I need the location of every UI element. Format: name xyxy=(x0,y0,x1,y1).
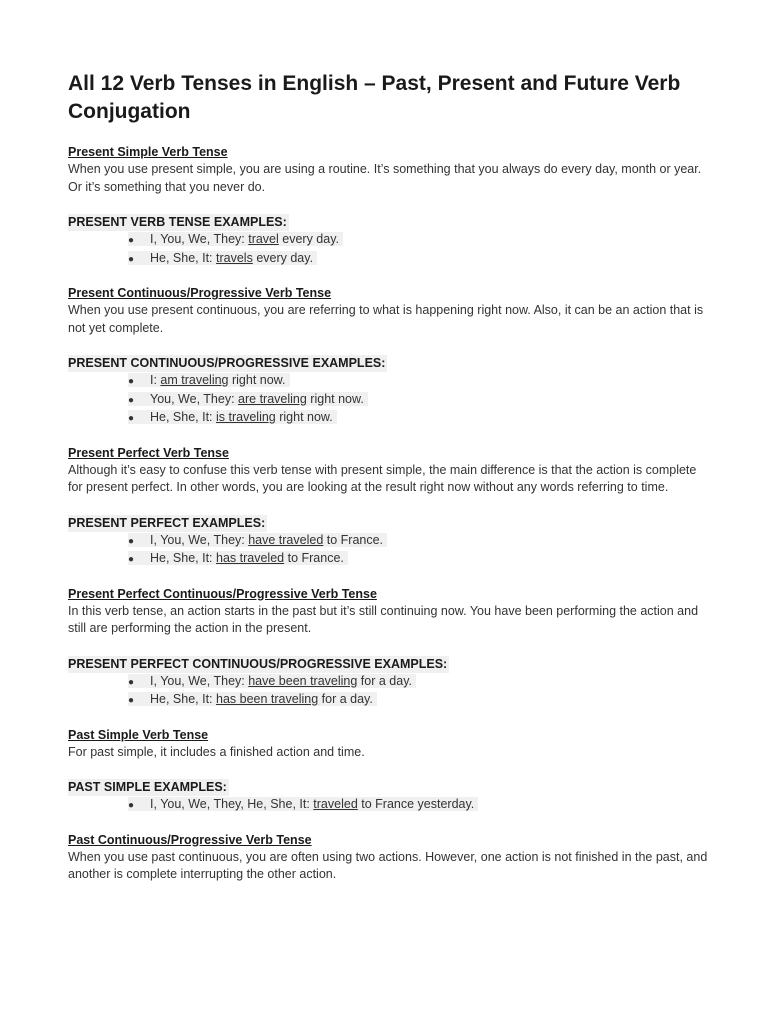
section-heading: Present Perfect Continuous/Progressive Verb Tense xyxy=(68,586,377,601)
page-title: All 12 Verb Tenses in English – Past, Present and Future Verb Conjugation xyxy=(68,72,681,123)
example-rest: for a day. xyxy=(357,673,412,688)
bullet-icon: ● xyxy=(128,695,135,706)
bullet-icon: ● xyxy=(128,253,135,265)
bullet-icon: ● xyxy=(128,394,135,406)
section-past-continuous xyxy=(68,832,708,884)
example-rest: to France. xyxy=(284,551,344,565)
bullet-icon: ● xyxy=(128,535,135,547)
examples-label: PRESENT CONTINUOUS/PROGRESSIVE EXAMPLES: xyxy=(68,356,386,370)
section-heading: Past Continuous/Progressive Verb Tense xyxy=(68,832,312,847)
section-present-continuous xyxy=(68,285,708,337)
bullet-icon: ● xyxy=(128,676,135,688)
example-subject: He, She, It: xyxy=(150,692,217,706)
example-rest: for a day. xyxy=(318,692,373,706)
example-verb: has traveled xyxy=(216,551,285,565)
examples-present-continuous xyxy=(68,354,708,428)
section-paragraph: When you use present continuous, you are referring to what is happening right now. Also, it can be an action that is not yet complete. xyxy=(68,303,704,335)
list-item xyxy=(128,691,708,710)
section-present-perfect xyxy=(68,445,708,497)
bullet-icon: ● xyxy=(128,800,135,811)
examples-list xyxy=(68,673,708,710)
example-rest: to France yesterday. xyxy=(357,797,475,811)
section-paragraph: When you use present simple, you are using a routine. It’s something that you always do every day, month or year. Or it’s something that you never do. xyxy=(68,162,702,194)
example-subject: He, She, It: xyxy=(150,410,217,424)
examples-list xyxy=(68,231,708,268)
document-page xyxy=(68,70,708,901)
example-verb: travel xyxy=(248,232,279,246)
examples-present-simple xyxy=(68,213,708,268)
section-present-simple xyxy=(68,144,708,196)
list-item xyxy=(128,673,708,692)
examples-label: PRESENT VERB TENSE EXAMPLES: xyxy=(68,215,287,229)
example-rest: every day. xyxy=(278,232,340,246)
example-verb: has been traveling xyxy=(216,692,319,706)
example-verb: is traveling xyxy=(216,410,276,424)
example-rest: right now. xyxy=(275,410,333,424)
example-rest: right now. xyxy=(306,391,364,406)
examples-list xyxy=(68,372,708,428)
examples-label: PRESENT PERFECT EXAMPLES: xyxy=(68,515,266,530)
section-paragraph: When you use past continuous, you are often using two actions. However, one action is not finished in the past, and another is complete interrupting the other action. xyxy=(68,849,708,881)
examples-label: PAST SIMPLE EXAMPLES: xyxy=(68,780,227,794)
example-verb: am traveling xyxy=(160,373,229,387)
section-heading: Past Simple Verb Tense xyxy=(68,727,209,742)
bullet-icon: ● xyxy=(128,376,135,387)
examples-label: PRESENT PERFECT CONTINUOUS/PROGRESSIVE EXAMPLES: xyxy=(68,656,448,671)
example-rest: every day. xyxy=(252,250,314,265)
example-verb: are traveling xyxy=(238,391,307,406)
examples-list xyxy=(68,532,708,569)
list-item xyxy=(128,796,708,815)
bullet-icon: ● xyxy=(128,413,135,424)
example-subject: He, She, It: xyxy=(150,551,217,565)
section-heading: Present Continuous/Progressive Verb Tense xyxy=(68,286,332,300)
section-present-perfect-continuous xyxy=(68,586,708,638)
list-item xyxy=(128,391,708,410)
list-item xyxy=(128,532,708,551)
list-item xyxy=(128,231,708,250)
example-subject: I, You, We, They: xyxy=(150,532,249,547)
section-paragraph: Although it’s easy to confuse this verb tense with present simple, the main difference is that the action is complete for present perfect. In other words, you are looking at the result right now without any words referring to time. xyxy=(68,462,697,494)
section-heading: Present Perfect Verb Tense xyxy=(68,445,229,460)
example-rest: right now. xyxy=(228,373,286,387)
section-past-simple xyxy=(68,727,708,762)
bullet-icon: ● xyxy=(128,235,135,246)
example-subject: I, You, We, They, He, She, It: xyxy=(150,797,314,811)
list-item xyxy=(128,250,708,269)
list-item xyxy=(128,550,708,569)
example-verb: traveled xyxy=(313,797,358,811)
example-subject: I, You, We, They: xyxy=(150,673,249,688)
example-verb: have traveled xyxy=(248,532,324,547)
bullet-icon: ● xyxy=(128,554,135,565)
example-subject: You, We, They: xyxy=(150,391,239,406)
examples-present-perfect xyxy=(68,514,708,569)
example-rest: to France. xyxy=(323,532,384,547)
list-item xyxy=(128,372,708,391)
example-subject: I: xyxy=(150,373,161,387)
section-heading: Present Simple Verb Tense xyxy=(68,145,228,159)
example-subject: He, She, It: xyxy=(150,250,217,265)
examples-past-simple xyxy=(68,778,708,815)
section-paragraph: In this verb tense, an action starts in the past but it’s still continuing now. You have been performing the action and still are performing the action in the present. xyxy=(68,603,699,635)
examples-list xyxy=(68,796,708,815)
section-paragraph: For past simple, it includes a finished action and time. xyxy=(68,744,365,759)
list-item xyxy=(128,409,708,428)
example-verb: have been traveling xyxy=(248,673,358,688)
example-verb: travels xyxy=(216,250,253,265)
examples-present-perfect-continuous xyxy=(68,655,708,710)
example-subject: I, You, We, They: xyxy=(150,232,249,246)
